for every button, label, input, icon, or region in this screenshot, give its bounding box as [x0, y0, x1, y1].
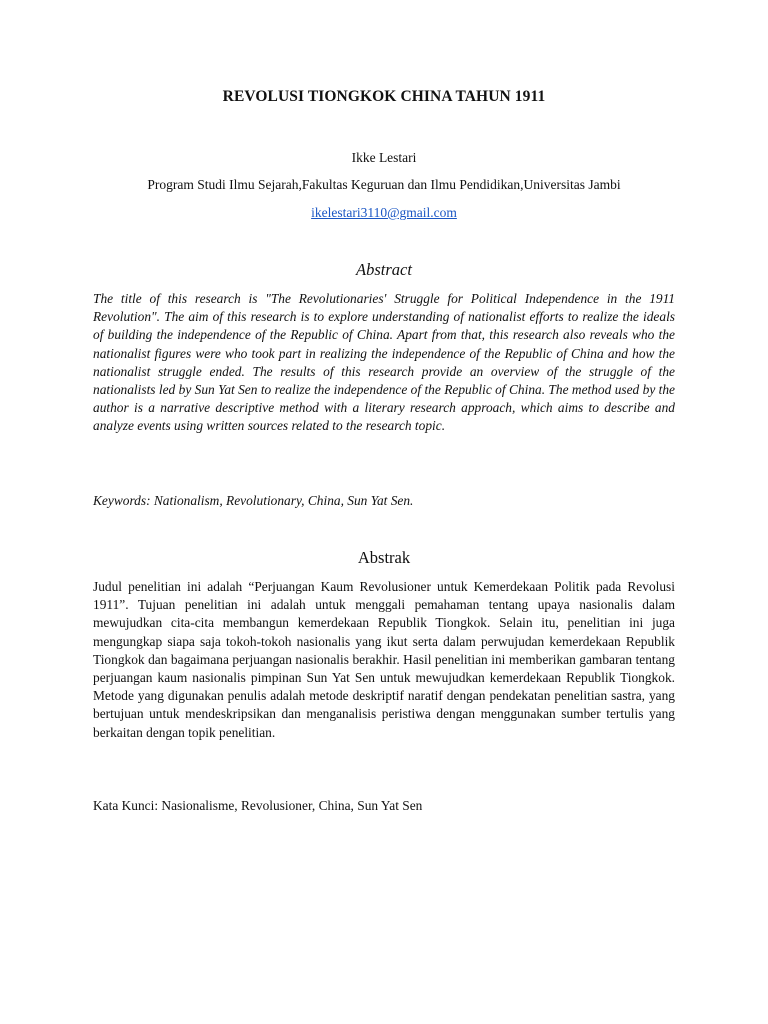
author-name: Ikke Lestari [351, 150, 417, 165]
paper-title: REVOLUSI TIONGKOK CHINA TAHUN 1911 [222, 88, 546, 105]
author-email-link[interactable]: ikelestari3110@gmail.com [311, 205, 457, 220]
keywords-indonesian: Kata Kunci: Nasionalisme, Revolusioner, China, Sun Yat Sen [93, 798, 423, 813]
author-email-line [0, 205, 768, 221]
abstract-heading-indonesian: Abstrak [357, 548, 411, 567]
keywords-english: Keywords: Nationalism, Revolutionary, China, Sun Yat Sen. [93, 493, 414, 508]
abstract-heading-english: Abstract [356, 260, 412, 279]
abstract-text-indonesian: Judul penelitian ini adalah “Perjuangan Kaum Revolusioner untuk Kemerdekaan Politik pada Revolusi 1911”. Tujuan penelitian ini adalah untuk menggali pemahaman tentang upaya nasionalis dalam mewujudkan cita-cita membangun kemerdekaan Republik Tiongkok. Selain itu, penelitian ini juga mengungkap siapa saja tokoh-tokoh nasionalis yang ikut serta dalam perwujudan kemerdekaan Republik Tiongkok dan bagaimana perjuangan nasionalis berakhir. Hasil penelitian ini memberikan gambaran tentang perjuangan kaum nasionalis pimpinan Sun Yat Sen untuk mewujudkan kemerdekaan Republik Tiongkok. Metode yang digunakan penulis adalah metode deskriptif naratif dengan pendekatan penelitian sastra, yang bertujuan untuk mendeskripsikan dan menganalisis peristiwa dengan menggunakan sumber tertulis yang berkaitan dengan topik penelitian. [93, 579, 675, 740]
author-affiliation: Program Studi Ilmu Sejarah,Fakultas Keguruan dan Ilmu Pendidikan,Universitas Jambi [147, 177, 621, 192]
abstract-text-english: The title of this research is "The Revolutionaries' Struggle for Political Independence in the 1911 Revolution". The aim of this research is to explore understanding of nationalist efforts to realize the ideals of building the independence of the Republic of China. Apart from that, this research also reveals who the nationalist figures were who took part in realizing the independence of the Republic of China and how the nationalist struggle ended. The results of this research provide an overview of the struggle of the nationalists led by Sun Yat Sen to realize the independence of the Republic of China. The method used by the author is a narrative descriptive method with a literary research approach, which aims to describe and analyze events using written sources related to the research topic. [93, 291, 675, 434]
